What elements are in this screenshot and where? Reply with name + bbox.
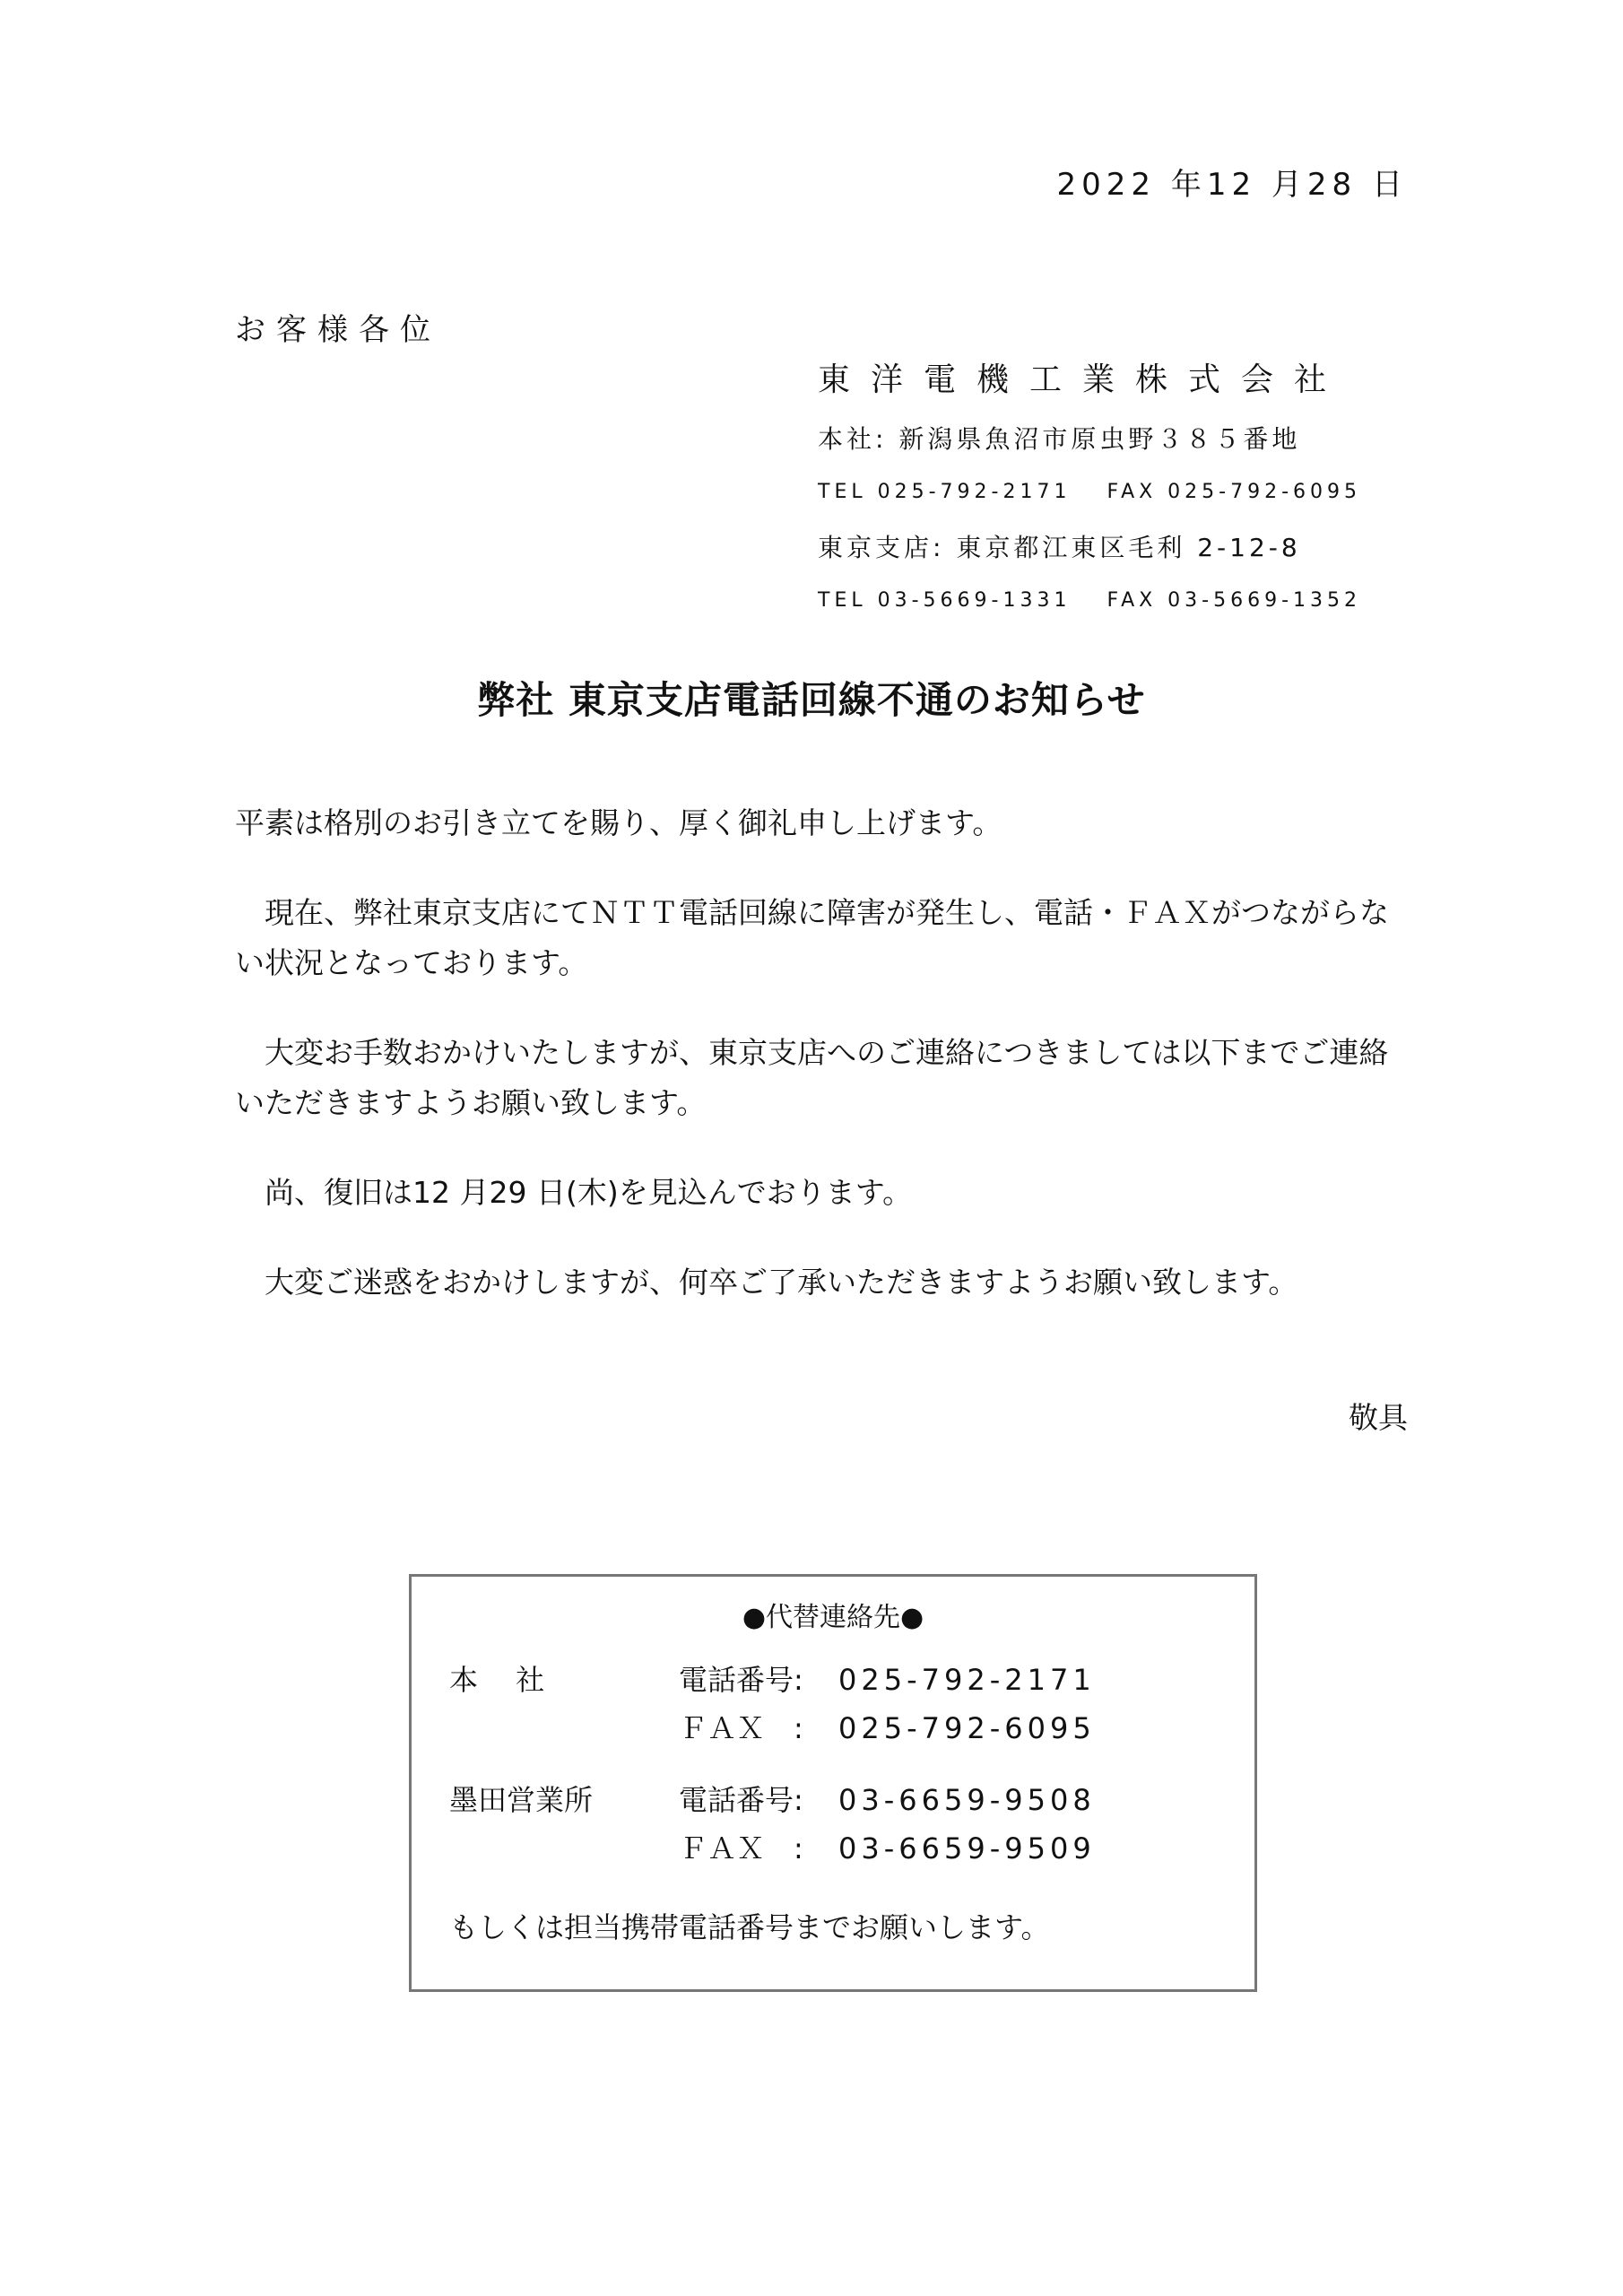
recipient: お客様各位 — [235, 312, 441, 348]
tokyo-branch-fax: FAX 03-5669-1352 — [1107, 589, 1362, 612]
body-paragraph: 平素は格別のお引き立てを賜り、厚く御礼申し上げます。 — [235, 805, 1002, 840]
sumida-office-phone-row — [449, 1778, 1096, 1819]
company-name: 東洋電機工業株式会社 — [818, 361, 1348, 398]
head-office-label: 本 社 — [449, 1663, 545, 1697]
sumida-office-phone: 03-6659-9508 — [838, 1783, 1096, 1817]
head-office-contact — [818, 481, 1410, 503]
head-office-address: 本社: 新潟県魚沼市原虫野３８５番地 — [818, 424, 1301, 454]
body-paragraph: 大変お手数おかけいたしますが、東京支店へのご連絡につきましては以下までご連絡いただきますようお願い致します。 — [235, 1035, 1389, 1120]
body-paragraph: 尚、復旧は12 月29 日(木)を見込んでおります。 — [265, 1175, 913, 1210]
phone-label: 電話番号: — [679, 1663, 803, 1697]
sumida-office-label: 墨田営業所 — [449, 1783, 594, 1817]
body-paragraph: 現在、弊社東京支店にてＮＴＴ電話回線に障害が発生し、電話・ＦＡＸがつながらない状況となっております。 — [235, 895, 1389, 980]
fax-label: ＦＡＸ : — [679, 1831, 803, 1866]
head-office-phone-row — [449, 1657, 1096, 1699]
head-office-fax-row — [449, 1706, 1096, 1747]
head-office-tel: TEL 025-792-2171 — [818, 481, 1072, 503]
head-office-phone: 025-792-2171 — [838, 1663, 1096, 1697]
notice-body — [235, 798, 1410, 1347]
tokyo-branch-address: 東京支店: 東京都江東区毛利 2-12-8 — [818, 533, 1301, 562]
contact-box-note: もしくは担当携帯電話番号までお願いします。 — [449, 1910, 1050, 1944]
fax-label: ＦＡＸ : — [679, 1711, 803, 1745]
head-office-fax: FAX 025-792-6095 — [1107, 481, 1362, 503]
head-office-fax-number: 025-792-6095 — [838, 1711, 1096, 1745]
sumida-office-fax-number: 03-6659-9509 — [838, 1831, 1096, 1866]
closing-word: 敬具 — [1349, 1400, 1408, 1435]
alternative-contact-box — [409, 1574, 1257, 1992]
sender-block — [818, 354, 1410, 637]
tokyo-branch-tel: TEL 03-5669-1331 — [818, 589, 1072, 612]
tokyo-branch-contact — [818, 589, 1410, 612]
phone-label: 電話番号: — [679, 1783, 803, 1817]
notice-title: 弊社 東京支店電話回線不通のお知らせ — [477, 678, 1146, 722]
sumida-office-fax-row — [449, 1826, 1096, 1867]
contact-box-title: ●代替連絡先● — [742, 1602, 924, 1633]
body-paragraph: 大変ご迷惑をおかけしますが、何卒ご了承いただきますようお願い致します。 — [265, 1265, 1298, 1300]
date: 2022 年12 月28 日 — [1056, 167, 1408, 203]
